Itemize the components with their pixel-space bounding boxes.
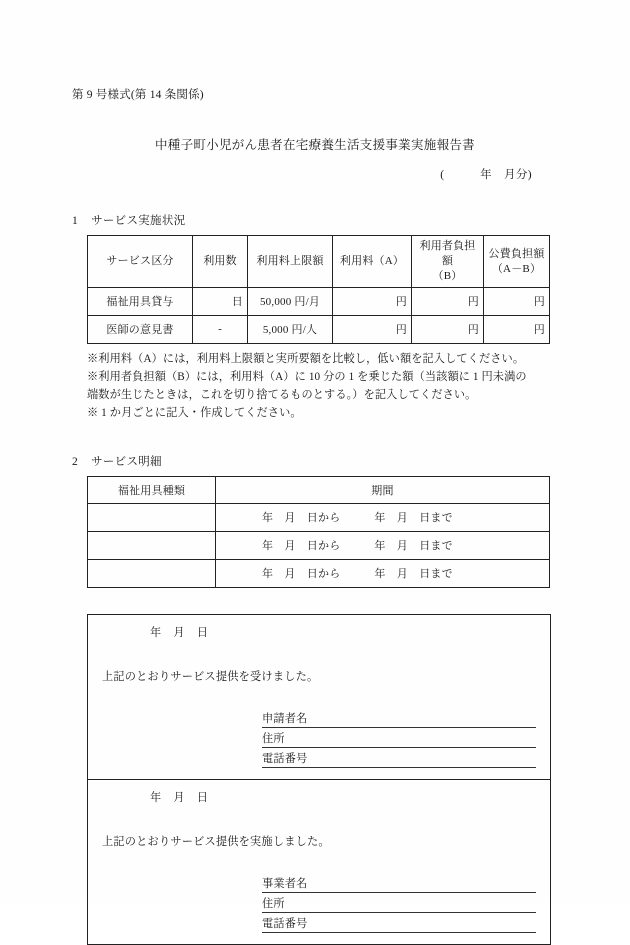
field-label-applicant-phone: 電話番号 <box>262 750 308 768</box>
table-header-row <box>88 476 550 503</box>
table-row <box>88 503 550 531</box>
column-header-period: 期間 <box>216 476 550 503</box>
signature-field-row <box>102 710 536 728</box>
period-to: 年 月 日まで <box>374 540 453 553</box>
service-status-table <box>87 235 550 344</box>
cell-fee-a[interactable]: 円 <box>333 315 412 343</box>
field-input-applicant-name[interactable] <box>308 713 536 728</box>
document-title: 中種子町小児がん患者在宅療養生活支援事業実施報告書 <box>154 137 475 152</box>
cell-period[interactable] <box>216 559 550 587</box>
column-header-public-burden <box>484 236 550 288</box>
cell-public-burden[interactable]: 円 <box>484 315 550 343</box>
user-burden-line2: （B） <box>432 270 463 283</box>
cell-period[interactable] <box>216 531 550 559</box>
field-input-provider-phone[interactable] <box>308 918 536 933</box>
column-header-user-burden <box>412 236 484 288</box>
signature-block-applicant <box>88 615 550 779</box>
signature-date-line[interactable]: 年 月 日 <box>150 791 209 804</box>
note-line: ※利用料（A）には，利用料上限額と実所要額を比較し，低い額を記入してください。 <box>87 352 525 365</box>
signature-field-row <box>102 750 536 768</box>
signature-field-row <box>102 875 536 893</box>
cell-equipment-type[interactable] <box>88 559 216 587</box>
cell-equipment-type[interactable] <box>88 503 216 531</box>
signature-fields <box>102 710 536 768</box>
cell-user-burden[interactable]: 円 <box>412 287 484 315</box>
cell-fee-cap: 50,000 円/月 <box>248 287 333 315</box>
cell-usage-count[interactable]: - <box>193 315 248 343</box>
field-input-provider-address[interactable] <box>285 898 536 913</box>
cell-public-burden[interactable]: 円 <box>484 287 550 315</box>
signature-block-provider <box>88 779 550 944</box>
cell-service-type: 医師の意見書 <box>88 315 193 343</box>
field-label-provider-phone: 電話番号 <box>262 915 308 933</box>
field-label-applicant-name: 申請者名 <box>262 710 308 728</box>
column-header-fee-cap: 利用料上限額 <box>248 236 333 288</box>
field-label-applicant-address: 住所 <box>262 730 285 748</box>
cell-equipment-type[interactable] <box>88 531 216 559</box>
section-2-heading <box>72 453 558 469</box>
form-number: 第 9 号様式(第 14 条関係) <box>72 89 204 101</box>
signature-fields <box>102 875 536 933</box>
section-2-number: 2 <box>72 455 79 468</box>
period-from: 年 月 日から <box>262 512 341 525</box>
report-period-line: ( 年 月分) <box>440 169 532 182</box>
column-header-usage-count: 利用数 <box>193 236 248 288</box>
period-to: 年 月 日まで <box>374 512 453 525</box>
section-2-label: サービス明細 <box>91 455 162 468</box>
signature-date-line[interactable]: 年 月 日 <box>150 626 209 639</box>
signature-field-row <box>102 895 536 913</box>
cell-usage-count[interactable]: 日 <box>193 287 248 315</box>
section-1-notes <box>87 350 558 423</box>
signature-field-row <box>102 730 536 748</box>
period-from: 年 月 日から <box>262 540 341 553</box>
table-row <box>88 315 550 343</box>
table-header-row <box>88 236 550 288</box>
section-1-number: 1 <box>72 215 79 228</box>
cell-service-type: 福祉用具貸与 <box>88 287 193 315</box>
page-content <box>72 88 558 945</box>
note-line: ※利用者負担額（B）には，利用料（A）に 10 分の 1 を乗じた額（当該額に 1 円未満の <box>87 371 527 384</box>
period-to: 年 月 日まで <box>374 568 453 581</box>
column-header-service-type: サービス区分 <box>88 236 193 288</box>
field-label-provider-address: 住所 <box>262 895 285 913</box>
service-detail-table <box>87 476 550 588</box>
table-row <box>88 531 550 559</box>
cell-fee-cap: 5,000 円/人 <box>248 315 333 343</box>
field-input-applicant-address[interactable] <box>285 733 536 748</box>
cell-fee-a[interactable]: 円 <box>333 287 412 315</box>
signature-statement: 上記のとおりサービス提供を実施しました。 <box>102 835 330 848</box>
column-header-equipment-type: 福祉用具種類 <box>88 476 216 503</box>
column-header-fee-a: 利用料（A） <box>333 236 412 288</box>
section-1-label: サービス実施状況 <box>91 215 186 228</box>
public-burden-line2: （A－B） <box>491 262 542 275</box>
period-from: 年 月 日から <box>262 568 341 581</box>
signature-statement: 上記のとおりサービス提供を受けました。 <box>102 670 319 683</box>
public-burden-line1: 公費負担額 <box>488 247 545 260</box>
signature-section <box>87 614 551 945</box>
table-row <box>88 287 550 315</box>
field-label-provider-name: 事業者名 <box>262 875 308 893</box>
user-burden-line1: 利用者負担額 <box>419 240 476 268</box>
note-line: 端数が生じたときは，これを切り捨てるものとする。）を記入してください。 <box>87 389 477 402</box>
field-input-applicant-phone[interactable] <box>308 753 536 768</box>
cell-user-burden[interactable]: 円 <box>412 315 484 343</box>
signature-field-row <box>102 915 536 933</box>
field-input-provider-name[interactable] <box>308 878 536 893</box>
section-1-heading <box>72 212 558 228</box>
cell-period[interactable] <box>216 503 550 531</box>
table-row <box>88 559 550 587</box>
note-line: ※ 1 か月ごとに記入・作成してください。 <box>87 407 302 420</box>
